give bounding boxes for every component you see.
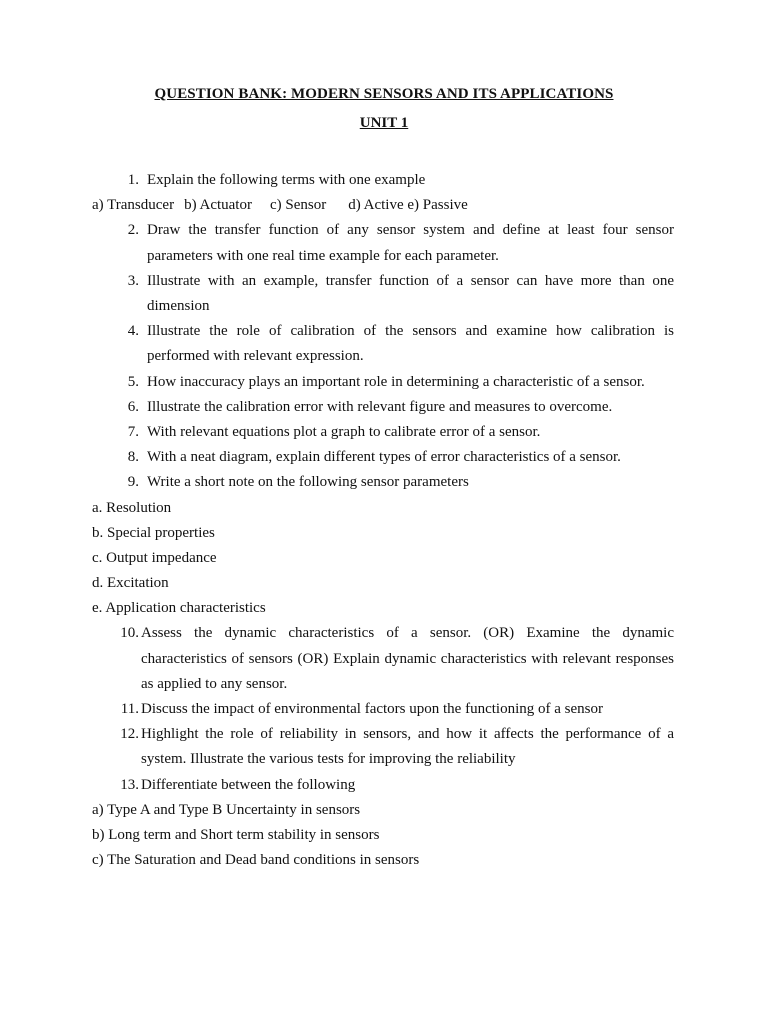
question-text: Illustrate with an example, transfer function of a sensor can have more than one dimension [147, 272, 674, 314]
question-12 [92, 722, 674, 772]
list-item: e. Application characteristics [92, 600, 266, 617]
question-text: Differentiate between the following [141, 776, 356, 793]
list-item: d. Excitation [92, 575, 169, 592]
question-number: 1. [127, 172, 139, 188]
question-1-options [92, 193, 674, 218]
question-text: Assess the dynamic characteristics of a sensor. (OR) Examine the dynamic characteristics of sensors (OR) Explain dynamic characteristics with relevant responses as applied to any sensor. [141, 625, 674, 692]
question-number: 12. [120, 726, 139, 743]
question-5 [92, 370, 674, 395]
question-text: Draw the transfer function of any sensor system and define at least four sensor parameters with one real time example for each parameter. [147, 222, 674, 264]
question-list [92, 168, 674, 873]
question-4 [92, 319, 674, 369]
question-text: How inaccuracy plays an important role in determining a characteristic of a sensor. [147, 373, 645, 390]
question-3 [92, 269, 674, 319]
question-number: 11. [120, 701, 139, 718]
question-text: Explain the following terms with one example [147, 172, 426, 188]
question-13 [92, 773, 674, 798]
question-number: 4. [127, 323, 139, 340]
document-title: QUESTION BANK: MODERN SENSORS AND ITS APPLICATIONS [154, 86, 614, 102]
option-transducer: a) Transducer [92, 197, 175, 214]
question-number: 8. [127, 449, 139, 466]
list-item: c. Output impedance [92, 549, 217, 566]
question-number: 7. [127, 423, 139, 440]
question-1 [92, 168, 674, 193]
question-6 [92, 395, 674, 420]
question-7 [92, 420, 674, 445]
question-8 [92, 445, 674, 470]
option-sensor: c) Sensor [269, 197, 327, 214]
question-2 [92, 218, 674, 268]
list-item: c) The Saturation and Dead band conditions in sensors [92, 852, 420, 869]
question-10 [92, 621, 674, 697]
question-text: With a neat diagram, explain different types of error characteristics of a sensor. [147, 449, 621, 466]
question-9 [92, 470, 674, 495]
question-text: Write a short note on the following sensor parameters [147, 474, 469, 491]
question-text: Highlight the role of reliability in sensors, and how it affects the performance of a system. Illustrate the various tests for improving the reliability [141, 726, 674, 768]
question-number: 6. [127, 398, 139, 415]
option-actuator: b) Actuator [184, 197, 252, 214]
question-number: 13. [120, 776, 139, 793]
list-item: a) Type A and Type B Uncertainty in sensors [92, 801, 361, 818]
question-text: Discuss the impact of environmental factors upon the functioning of a sensor [141, 701, 603, 718]
question-text: Illustrate the calibration error with relevant figure and measures to overcome. [147, 398, 613, 415]
question-text: Illustrate the role of calibration of the sensors and examine how calibration is performed with relevant expression. [147, 323, 674, 365]
question-number: 9. [127, 474, 139, 491]
question-11 [92, 697, 674, 722]
list-item: b) Long term and Short term stability in sensors [92, 827, 380, 844]
question-text: With relevant equations plot a graph to calibrate error of a sensor. [147, 423, 541, 440]
question-number: 2. [127, 222, 139, 239]
list-item: a. Resolution [92, 499, 172, 516]
question-number: 10. [120, 625, 139, 642]
list-item: b. Special properties [92, 524, 215, 541]
question-number: 5. [127, 373, 139, 390]
unit-heading: UNIT 1 [359, 115, 409, 131]
option-active-passive: d) Active e) Passive [348, 197, 468, 214]
question-number: 3. [127, 272, 139, 289]
